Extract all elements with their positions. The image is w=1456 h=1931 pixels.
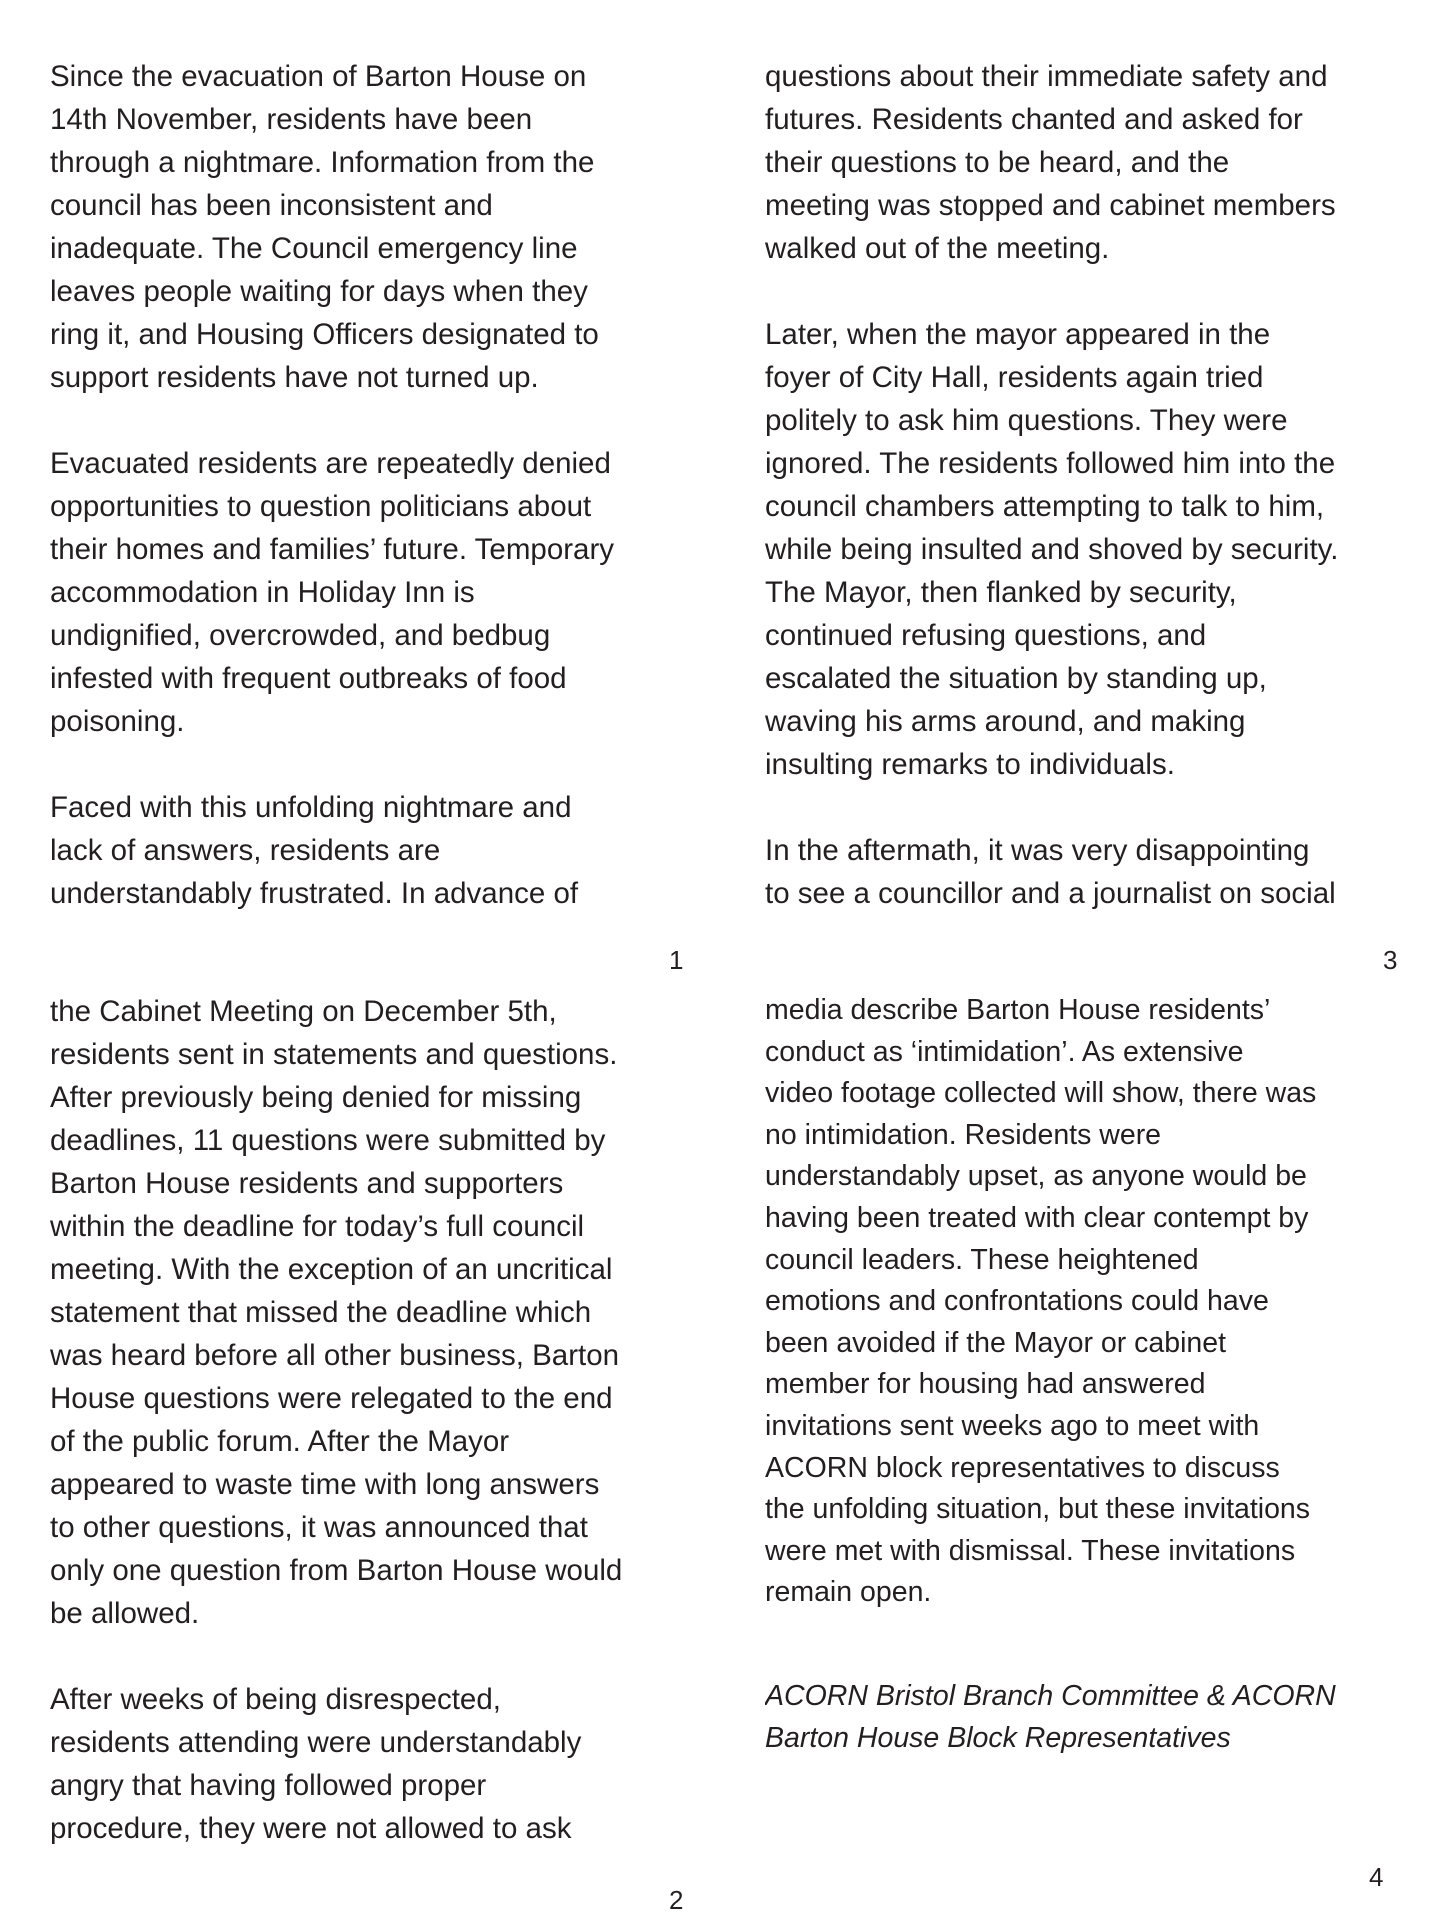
text-line: angry that having followed proper: [50, 1769, 487, 1802]
text-line: politely to ask him questions. They were: [765, 404, 1288, 437]
text-line: to see a councillor and a journalist on social: [765, 877, 1336, 910]
paragraph-spacer: [765, 786, 1415, 829]
signature-line: ACORN Bristol Branch Committee & ACORN: [765, 1679, 1336, 1712]
paragraph: [765, 55, 1415, 270]
page-number: 2: [669, 1885, 684, 1915]
text-line: council leaders. These heightened: [765, 1243, 1199, 1276]
text-line: only one question from Barton House would: [50, 1554, 623, 1587]
text-line: ACORN block representatives to discuss: [765, 1451, 1280, 1484]
text-line: futures. Residents chanted and asked for: [765, 103, 1303, 136]
text-line: The Mayor, then flanked by security,: [765, 576, 1237, 609]
text-line: the Cabinet Meeting on December 5th,: [50, 995, 557, 1028]
text-line: emotions and confrontations could have: [765, 1285, 1269, 1318]
text-line: invitations sent weeks ago to meet with: [765, 1409, 1260, 1442]
text-line: been avoided if the Mayor or cabinet: [765, 1326, 1227, 1359]
text-line: procedure, they were not allowed to ask: [50, 1812, 572, 1845]
text-line: escalated the situation by standing up,: [765, 662, 1267, 695]
text-line: through a nightmare. Information from the: [50, 146, 595, 179]
paragraph-spacer: [50, 1635, 690, 1678]
text-line: council chambers attempting to talk to him,: [765, 490, 1325, 523]
text-line: within the deadline for today’s full council: [50, 1210, 585, 1243]
text-line: undignified, overcrowded, and bedbug: [50, 619, 551, 652]
text-line: opportunities to question politicians about: [50, 490, 592, 523]
text-line: Later, when the mayor appeared in the: [765, 318, 1271, 351]
page-3-body: [765, 55, 1415, 980]
text-line: Barton House residents and supporters: [50, 1167, 564, 1200]
text-line: infested with frequent outbreaks of food: [50, 662, 567, 695]
text-line: media describe Barton House residents’: [765, 994, 1271, 1026]
text-line: Evacuated residents are repeatedly denied: [50, 447, 611, 480]
text-line: of the public forum. After the Mayor: [50, 1425, 510, 1458]
text-line: the unfolding situation, but these invitations: [765, 1493, 1311, 1526]
text-line: understandably frustrated. In advance of: [50, 877, 579, 910]
text-line: residents attending were understandably: [50, 1726, 582, 1759]
text-line: After previously being denied for missing: [50, 1081, 582, 1114]
text-line: 14th November, residents have been: [50, 103, 533, 136]
paragraph: [50, 786, 690, 915]
text-line: to other questions, it was announced that: [50, 1511, 588, 1544]
text-line: no intimidation. Residents were: [765, 1118, 1162, 1151]
text-line: walked out of the meeting.: [765, 232, 1110, 265]
text-line: poisoning.: [50, 705, 185, 738]
text-line: continued refusing questions, and: [765, 619, 1207, 652]
paragraph: [765, 990, 1415, 1614]
signature: [765, 1676, 1415, 1759]
text-line: member for housing had answered: [765, 1368, 1206, 1401]
text-line: understandably upset, as anyone would be: [765, 1160, 1307, 1193]
text-line: while being insulted and shoved by security.: [765, 533, 1339, 566]
text-line: appeared to waste time with long answers: [50, 1468, 600, 1501]
page-4-body: [765, 990, 1415, 1925]
text-line: video footage collected will show, there was: [765, 1077, 1317, 1110]
text-line: insulting remarks to individuals.: [765, 748, 1175, 781]
page-2-body: [50, 990, 690, 1925]
text-line: statement that missed the deadline which: [50, 1296, 592, 1329]
paragraph-spacer: [50, 399, 690, 442]
paragraph: [50, 55, 690, 399]
paragraph: [50, 990, 690, 1635]
text-line: support residents have not turned up.: [50, 361, 539, 394]
text-line: accommodation in Holiday Inn is: [50, 576, 475, 609]
text-line: Faced with this unfolding nightmare and: [50, 791, 572, 824]
text-line: were met with dismissal. These invitations: [765, 1534, 1296, 1567]
text-line: House questions were relegated to the end: [50, 1382, 613, 1415]
page-1-body: [50, 55, 690, 980]
text-line: inadequate. The Council emergency line: [50, 232, 578, 265]
paragraph-spacer: [50, 743, 690, 786]
text-line: having been treated with clear contempt by: [765, 1201, 1309, 1234]
text-line: In the aftermath, it was very disappointing: [765, 834, 1310, 867]
text-line: council has been inconsistent and: [50, 189, 493, 222]
text-line: deadlines, 11 questions were submitted by: [50, 1124, 606, 1157]
page-number: 1: [669, 945, 684, 975]
paragraph-spacer: [765, 270, 1415, 313]
text-line: ignored. The residents followed him into the: [765, 447, 1336, 480]
paragraph: [50, 1678, 690, 1850]
text-line: conduct as ‘intimidation’. As extensive: [765, 1035, 1244, 1068]
paragraph: [765, 313, 1415, 786]
paragraph-spacer: [765, 1614, 1415, 1676]
page-number: 4: [1369, 1862, 1384, 1892]
text-line: After weeks of being disrespected,: [50, 1683, 501, 1716]
text-line: Since the evacuation of Barton House on: [50, 60, 587, 93]
text-line: questions about their immediate safety and: [765, 60, 1328, 93]
paragraph: [765, 829, 1415, 915]
text-line: waving his arms around, and making: [765, 705, 1246, 738]
text-line: their homes and families’ future. Temporary: [50, 533, 615, 566]
text-line: their questions to be heard, and the: [765, 146, 1230, 179]
paragraph: [50, 442, 690, 743]
text-line: meeting was stopped and cabinet members: [765, 189, 1336, 222]
signature-line: Barton House Block Representatives: [765, 1721, 1231, 1754]
text-line: was heard before all other business, Barton: [50, 1339, 620, 1372]
text-line: be allowed.: [50, 1597, 200, 1630]
text-line: meeting. With the exception of an uncritical: [50, 1253, 613, 1286]
text-line: ring it, and Housing Officers designated to: [50, 318, 599, 351]
text-line: lack of answers, residents are: [50, 834, 441, 867]
text-line: remain open.: [765, 1576, 932, 1609]
text-line: residents sent in statements and questions.: [50, 1038, 618, 1071]
page-number: 3: [1383, 945, 1398, 975]
text-line: foyer of City Hall, residents again tried: [765, 361, 1264, 394]
text-line: leaves people waiting for days when they: [50, 275, 588, 308]
